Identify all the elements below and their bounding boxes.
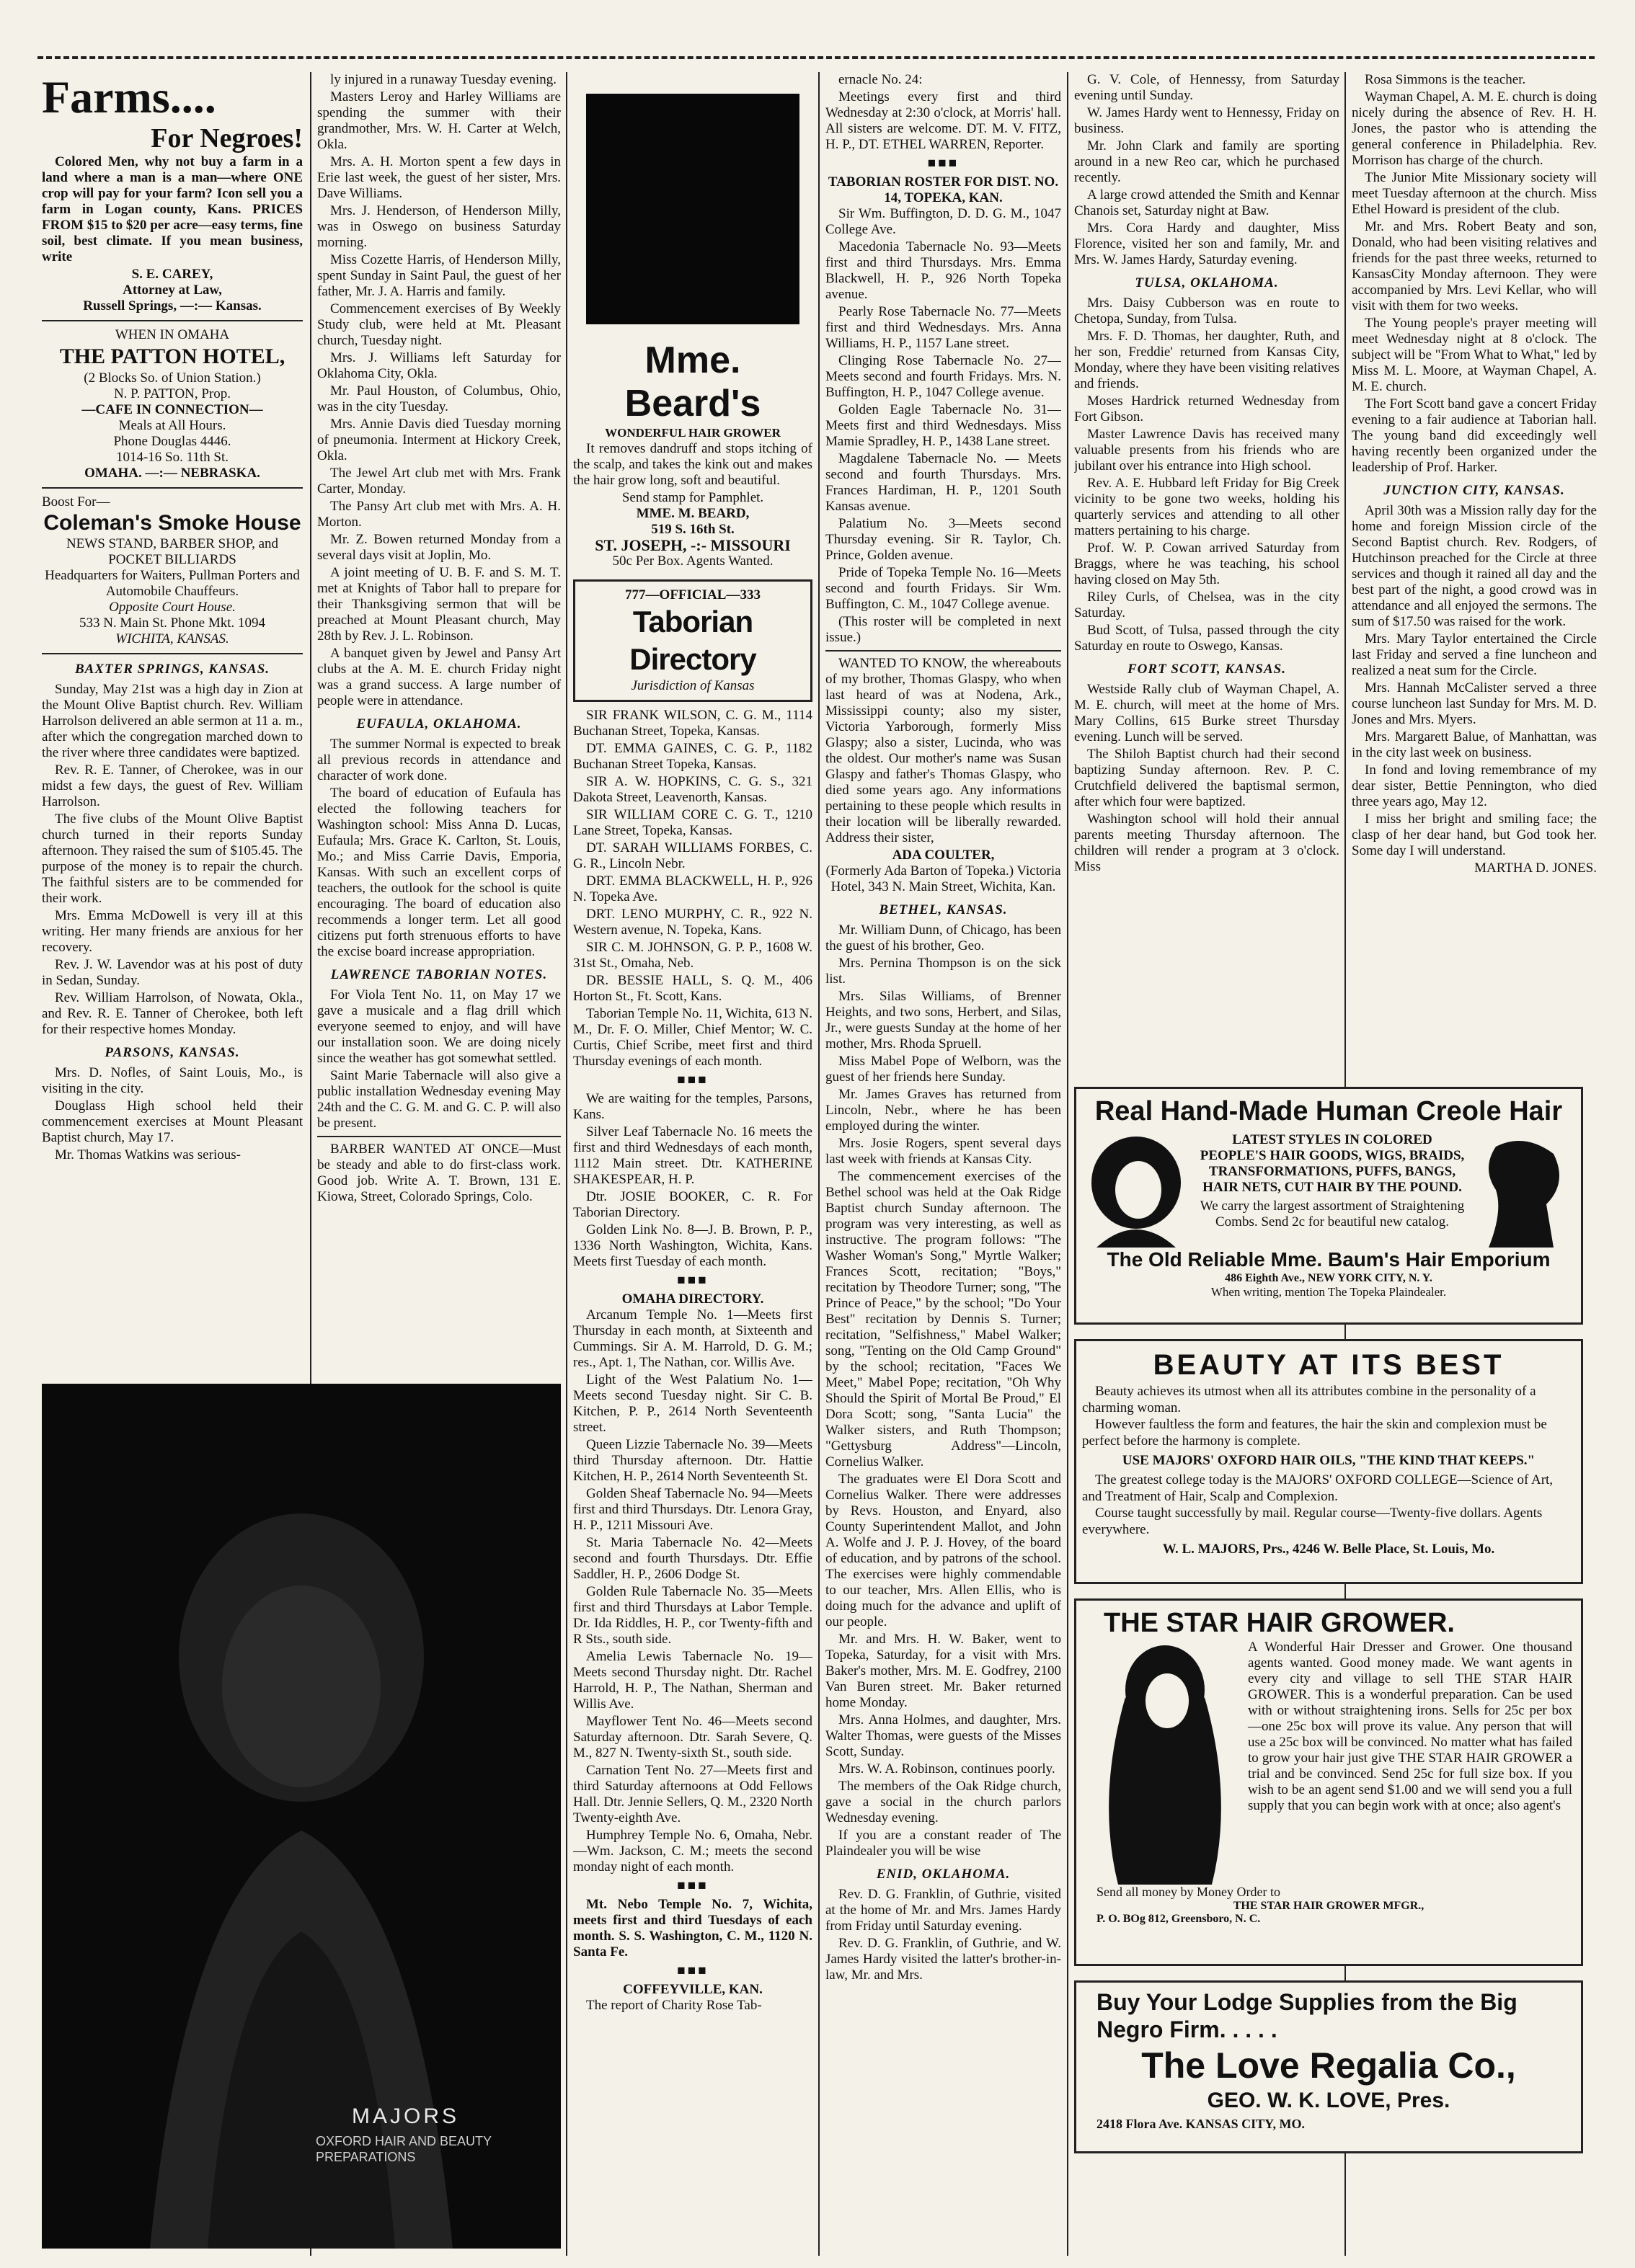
list-item: DT. EMMA GAINES, C. G. P., 1182 Buchanan Street Topeka, Kansas. (573, 741, 812, 772)
article-paragraph: Rev. J. W. Lavendor was at his post of duty in Sedan, Sunday. (42, 957, 303, 988)
beard-text: It removes dandruff and stops itching of the scalp, and takes the kink out and makes the hair grow long, soft and beautiful. (573, 441, 812, 488)
portrait-image (42, 1384, 561, 2249)
patton-line: OMAHA. —:— NEBRASKA. (84, 466, 260, 481)
star-title: THE STAR HAIR GROWER. (1104, 1608, 1455, 1638)
coleman-pre: Boost For— (42, 494, 110, 510)
creole-firm: The Old Reliable Mme. Baum's Hair Emporium (1107, 1248, 1551, 1271)
coleman-ad (42, 494, 303, 647)
beard-line: MME. M. BEARD, (636, 506, 750, 521)
woman-profile-icon (1474, 1132, 1575, 1248)
list-item: Mrs. Josie Rogers, spent several days last week with friends at Kansas City. (825, 1136, 1061, 1167)
separator-stars: ■■■ (677, 1072, 709, 1088)
list-item: The Shiloh Baptist church had their second baptizing Sunday afternoon. Rev. P. C. Crutchfield delivered the baptismal sermon, after which four were baptized. (1074, 747, 1339, 809)
article-paragraph: Silver Leaf Tabernacle No. 16 meets the first and third Wednesdays of each month, 1112 Main street. Dtr. KATHERINE SHAKESPEAR, H. P. (573, 1124, 812, 1187)
bethel-list (825, 922, 1061, 1859)
article-paragraph: The Jewel Art club met with Mrs. Frank Carter, Monday. (317, 466, 561, 497)
list-item: Mrs. Hannah McCalister served a three course luncheon last Sunday for Mrs. M. D. Jones and Mrs. Myers. (1352, 680, 1597, 727)
section-heading: EUFAULA, OKLAHOMA. (356, 716, 522, 731)
list-item: Washington school will hold their annual parents meeting Thursday afternoon. The children will render a program at 3 o'clock. Miss (1074, 811, 1339, 874)
farms-text: Colored Men, why not buy a farm in a land where a man is a man—where ONE crop will pay for your farm? Icon sell you a farm in Logan county, Kans. PRICES FROM $15 to $20 per acre—easy terms, fine soil, best climate. If you mean business, write (42, 154, 303, 264)
farms-name: S. E. CAREY, (131, 267, 213, 282)
article-paragraph: Dtr. JOSIE BOOKER, C. R. For Taborian Directory. (573, 1189, 812, 1220)
junction-list (1352, 503, 1597, 859)
star-text: A Wonderful Hair Dresser and Grower. One thousand agents wanted. Good money made. We want agents in every city and village to sell THE STAR HAIR GROWER. This is a wonderful preparation. Can be used with or without straightening irons. Sells for 25c per box—one 25c box will prove its value. Any person that will use a 25c box will be convinced. No matter what has failed to grow your hair just give THE STAR HAIR GROWER a trial and be convinced. Send 25c for full size box. If you wish to be an agent send $1.00 and we will send you a full supply that you can begin work with at once; also agent's (1248, 1640, 1572, 1813)
photo-caption-sub: OXFORD HAIR AND BEAUTY PREPARATIONS (316, 2134, 492, 2164)
star-firm: THE STAR HAIR GROWER MFGR., (1233, 1900, 1424, 1912)
barber-wanted-ad: BARBER WANTED AT ONCE—Must be steady and able to do first-class work. Good job. Write A. T. Brown, 131 E. Kiowa, Street, Colorado Springs, Colo. (317, 1142, 561, 1204)
list-item: Mrs. F. D. Thomas, her daughter, Ruth, and her son, Freddie' returned from Kansas City, Monday, where they have been visiting relatives and friends. (1074, 329, 1339, 391)
creole-address: 486 Eighth Ave., NEW YORK CITY, N. Y. (1225, 1272, 1432, 1284)
article-paragraph: W. James Hardy went to Hennessy, Friday on business. (1074, 105, 1339, 136)
article-paragraph: G. V. Cole, of Hennessy, from Saturday evening until Sunday. (1074, 72, 1339, 103)
taborian-directory-box (573, 579, 812, 702)
black-image-block (586, 94, 799, 324)
article-paragraph: Mt. Nebo Temple No. 7, Wichita, meets first and third Tuesdays of each month. S. S. Washington, C. M., 1120 N. Santa Fe. (573, 1897, 812, 1960)
list-item: Amelia Lewis Tabernacle No. 19—Meets second Thursday night. Dtr. Rachel Harrold, H. P., The Nathan, Sherman and Willis Ave. (573, 1649, 812, 1712)
section-heading: PARSONS, KANSAS. (105, 1045, 240, 1060)
wanted-name: ADA COULTER, (892, 848, 995, 863)
column-4 (825, 72, 1061, 2256)
list-item: Sir Wm. Buffington, D. D. G. M., 1047 College Ave. (825, 206, 1061, 237)
list-item: April 30th was a Mission rally day for the home and foreign Mission circle of the Second Baptist church. Rev. Rodgers, of Hutchinson preached for the Circle at three services and though it rained all day and the best part of the night, a good crowd was in attendance and all enjoyed the sermons. The sum of $17.50 was raised for the work. (1352, 503, 1597, 629)
article-paragraph: Wayman Chapel, A. M. E. church is doing nicely during the absence of Rev. H. H. Jones, the pastor who is attending the general conference in Philadelphia. Rev. Morrison has charge of the church. (1352, 89, 1597, 168)
beauty-text: However faultless the form and features, the hair the skin and complexion must be perfect before the harmony is complete. (1082, 1417, 1547, 1449)
list-item: Master Lawrence Davis has received many valuable presents from his friends who are jubilant over his entrance into High school. (1074, 427, 1339, 473)
section-heading: LAWRENCE TABORIAN NOTES. (330, 967, 548, 982)
coleman-title: Coleman's Smoke House (43, 511, 301, 535)
list-item: SIR A. W. HOPKINS, C. G. S., 321 Dakota Street, Leavenorth, Kansas. (573, 774, 812, 805)
directory-top: 777—OFFICIAL—333 (625, 587, 761, 602)
star-money: Send all money by Money Order to (1096, 1885, 1280, 1899)
list-item: I miss her bright and smiling face; the clasp of her dear hand, but God took her. Some day I will understand. (1352, 811, 1597, 858)
article-paragraph: Mrs. D. Nofles, of Saint Louis, Mo., is visiting in the city. (42, 1065, 303, 1096)
list-item: Rev. D. G. Franklin, of Guthrie, and W. James Hardy visited the latter's brother-in-law, Mr. and Mrs. (825, 1936, 1061, 1983)
list-item: The commencement exercises of the Bethel school was held at the Oak Ridge Baptist church Sunday afternoon. The program was very interesting, as well as instructive. The program follows: "The Washer Woman's Song," Myrtle Walker; Frances Scott, recitation; "Boys," recitation by Theodore Turner; song, "The Prince of Peace," by the school; "Do Your Best" recitation by Dennis S. Turner; recitation, "Selfishness," Mabel Walker; song, "Tenting on the Old Camp Ground" by the school; recitation, "Faces We Meet," Mabel Pope; recitation, "Oh Why Should the Spirit of Mortal Be Proud," El Dora Scott; song, "Santa Lucia" the Walker sisters, and Ruth Thompson; "Gettysburg Address"—Lincoln, Cornelius Walker. (825, 1169, 1061, 1469)
list-item: Bud Scott, of Tulsa, passed through the city Saturday en route to Oswego, Kansas. (1074, 623, 1339, 654)
list-item: Mrs. Daisy Cubberson was en route to Chetopa, Sunday, from Tulsa. (1074, 295, 1339, 326)
article-paragraph: The Young people's prayer meeting will meet Wednesday night at 8 o'clock. The subject will be "From What to What," led by Miss M. L. Moore, at Wayman Chapel, A. M. E. church. (1352, 316, 1597, 394)
article-paragraph: Mr. Paul Houston, of Columbus, Ohio, was in the city Tuesday. (317, 383, 561, 414)
article-paragraph: Commencement exercises of By Weekly Study club, were held at Mt. Pleasant church, Tuesday night. (317, 301, 561, 348)
list-item: St. Maria Tabernacle No. 42—Meets second and fourth Thursdays. Dtr. Effie Saddler, H. P., 2606 Dodge St. (573, 1535, 812, 1582)
list-item: SIR WILLIAM CORE C. G. T., 1210 Lane Street, Topeka, Kansas. (573, 807, 812, 838)
column-divider (818, 72, 820, 2256)
article-paragraph: Saint Marie Tabernacle will also give a public installation Wednesday evening May 24th and the C. G. M. and G. C. P. will also be present. (317, 1068, 561, 1131)
regalia-president: GEO. W. K. LOVE, Pres. (1207, 2089, 1450, 2112)
article-paragraph: Rev. William Harrolson, of Nowata, Okla., and Rev. R. E. Tanner of Cherokee, both left for their respective homes Monday. (42, 990, 303, 1037)
beard-subtitle: WONDERFUL HAIR GROWER (605, 426, 781, 440)
beard-line: 50c Per Box. Agents Wanted. (612, 553, 774, 569)
separator-stars: ■■■ (677, 1963, 709, 1978)
majors-beauty-ad (1074, 1339, 1583, 1584)
beauty-text: The greatest college today is the MAJORS' OXFORD COLLEGE—Science of Art, and Treatment of Hair, Scalp and Complexion. (1082, 1472, 1554, 1504)
directory-subtitle: Jurisdiction of Kansas (631, 678, 755, 693)
list-item: DRT. LENO MURPHY, C. R., 922 N. Western avenue, N. Topeka, Kans. (573, 907, 812, 938)
patton-hotel-ad (42, 327, 303, 481)
coleman-line: 533 N. Main St. Phone Mkt. 1094 (79, 615, 266, 631)
article-paragraph: The five clubs of the Mount Olive Baptist church turned in their reports Sunday afternoon. They raised the sum of $105.45. The purpose of the money is to repair the church. The faithful sisters are to be commended for their work. (42, 811, 303, 906)
patton-pre: WHEN IN OMAHA (115, 327, 230, 342)
woman-silhouette-icon (1082, 1132, 1190, 1248)
list-item: Rev. D. G. Franklin, of Guthrie, visited at the home of Mr. and Mrs. James Hardy from Friday until Saturday evening. (825, 1887, 1061, 1934)
section-heading: TULSA, OKLAHOMA. (1135, 275, 1279, 290)
list-item: Riley Curls, of Chelsea, was in the city Saturday. (1074, 590, 1339, 621)
column-5 (1074, 72, 1339, 1074)
section-heading: TABORIAN ROSTER FOR DIST. NO. 14, TOPEKA, KAN. (828, 174, 1059, 205)
beauty-firm: W. L. MAJORS, Prs., 4246 W. Belle Place, St. Louis, Mo. (1162, 1542, 1495, 1557)
beard-line: Send stamp for Pamphlet. (621, 490, 764, 505)
list-item: In fond and loving remembrance of my dear sister, Bettie Pennington, who died three years ago, May 12. (1352, 762, 1597, 809)
article-paragraph: Rosa Simmons is the teacher. (1365, 72, 1526, 87)
list-item: Rev. A. E. Hubbard left Friday for Big Creek vicinity to be gone two weeks, holding his quarterly services and attending to all other matters pertaining to his charge. (1074, 476, 1339, 538)
article-paragraph: Mrs. A. H. Morton spent a few days in Erie last week, the guest of her sister, Mrs. Dave Williams. (317, 154, 561, 201)
article-paragraph: A large crowd attended the Smith and Kennar Chanois set, Saturday night at Baw. (1074, 187, 1339, 218)
long-hair-woman-icon (1082, 1640, 1248, 1885)
fortscott-list (1074, 682, 1339, 875)
top-rule (37, 56, 1595, 59)
beard-line: 519 S. 16th St. (651, 522, 735, 537)
article-paragraph: The report of Charity Rose Tab- (586, 1998, 762, 2013)
list-item: Light of the West Palatium No. 1—Meets second Tuesday night. Sir C. B. Kitchen, P. P., 2614 North Seventeenth street. (573, 1372, 812, 1435)
list-item: The members of the Oak Ridge church, gave a social in the church parlors Wednesday evening. (825, 1779, 1061, 1825)
article-paragraph: A joint meeting of U. B. F. and S. M. T. met at Knights of Tabor hall to prepare for their Thanksgiving sermon that will be preached at Mount Pleasant church, May 28th by Rev. J. L. Robinson. (317, 565, 561, 644)
patton-line: (2 Blocks So. of Union Station.) (84, 370, 261, 386)
article-paragraph: Mr. John Clark and family are sporting around in a new Reo car, which he purchased recently. (1074, 138, 1339, 185)
article-paragraph: ly injured in a runaway Tuesday evening. (330, 72, 557, 87)
list-item: DR. BESSIE HALL, S. Q. M., 406 Horton St., Ft. Scott, Kans. (573, 973, 812, 1004)
officers-list (573, 708, 812, 1005)
farms-title: Farms.... (42, 72, 216, 123)
majors-photo-ad (42, 1384, 561, 2249)
article-paragraph: Mrs. Cora Hardy and daughter, Miss Florence, visited her son and family, Mr. and Mrs. W. James Hardy, Saturday evening. (1074, 221, 1339, 267)
farms-address: Russell Springs, —:— Kansas. (83, 298, 262, 313)
omaha-list (573, 1307, 812, 1875)
list-item: The graduates were El Dora Scott and Cornelius Walker. There were addresses by Revs. Houston, and Enyard, also County Superintendent Mallot, and John A. Wolfe and J. P. J. Hovey, of the board of education, and by patrons of the school. The exercises were highly commendable to our teacher, Mrs. Allen Ellis, who is doing much for the advance and uplift of our people. (825, 1472, 1061, 1629)
column-divider (1067, 72, 1068, 2256)
article-paragraph: Masters Leroy and Harley Williams are spending the summer with their grandmother, Mrs. W. H. Carter at Welch, Okla. (317, 89, 561, 152)
list-item: Clinging Rose Tabernacle No. 27—Meets second and fourth Fridays. Mrs. N. Buffington, H. P., 1047 College avenue. (825, 353, 1061, 400)
beauty-text: Beauty achieves its utmost when all its attributes combine in the personality of a charming woman. (1082, 1384, 1536, 1415)
wanted-address: (Formerly Ada Barton of Topeka.) Victoria Hotel, 343 N. Main Street, Wichita, Kan. (825, 863, 1061, 894)
list-item: Palatium No. 3—Meets second Thursday evening. Sir R. Taylor, Ch. Prince, Golden avenue. (825, 516, 1061, 563)
section-heading: BAXTER SPRINGS, KANSAS. (74, 662, 270, 677)
article-paragraph: ernacle No. 24: (838, 72, 923, 87)
farms-ad (42, 72, 303, 314)
article-paragraph: Taborian Temple No. 11, Wichita, 613 N. M., Dr. F. O. Miller, Chief Mentor; W. C. Curtis, Chief Scribe, meet first and third Thursday evenings of each month. (573, 1006, 812, 1069)
article-paragraph: Mrs. Annie Davis died Tuesday morning of pneumonia. Interment at Hickory Creek, Okla. (317, 417, 561, 463)
patton-line: Phone Douglas 4446. (113, 434, 231, 449)
list-item: Macedonia Tabernacle No. 93—Meets first and third Thursdays. Mrs. Emma Blackwell, H. P., 926 North Topeka avenue. (825, 239, 1061, 302)
article-paragraph: Mr. Z. Bowen returned Monday from a several days visit at Joplin, Mo. (317, 532, 561, 563)
list-item: Mrs. Anna Holmes, and daughter, Mrs. Walter Thomas, were guests of the Misses Scott, Sunday. (825, 1712, 1061, 1759)
coleman-line: Headquarters for Waiters, Pullman Porters and Automobile Chauffeurs. (45, 568, 300, 599)
list-item: (This roster will be completed in next issue.) (825, 614, 1061, 645)
article-paragraph: Rev. R. E. Tanner, of Cherokee, was in our midst a few days, the guest of Rev. William Harrolson. (42, 762, 303, 809)
tulsa-list (1074, 295, 1339, 654)
list-item: DRT. EMMA BLACKWELL, H. P., 926 N. Topeka Ave. (573, 873, 812, 904)
list-item: Arcanum Temple No. 1—Meets first Thursday in each month, at Sixteenth and Cummings. Sir A. M. Harrold, D. G. M.; res., Apt. 1, The Nathan, cor. Willis Ave. (573, 1307, 812, 1370)
section-heading: COFFEYVILLE, KAN. (623, 1982, 763, 1997)
article-paragraph: The Junior Mite Missionary society will meet Tuesday afternoon at the church. Miss Ethel Howard is president of the club. (1352, 170, 1597, 217)
list-item: Westside Rally club of Wayman Chapel, A. M. E. church, will meet at the home of Mrs. Mary Collins, 615 Burke street Thursday evening. Lunch will be served. (1074, 682, 1339, 744)
column-6 (1352, 72, 1597, 1074)
list-item: Queen Lizzie Tabernacle No. 39—Meets third Thursday afternoon. Dtr. Hattie Kitchen, H. P., 2614 North Seventeenth St. (573, 1437, 812, 1484)
list-item: Mr. and Mrs. H. W. Baker, went to Topeka, Saturday, for a visit with Mrs. Baker's mother, Mrs. M. E. Godfrey, 2100 Van Buren street. Mr. Baker returned home Monday. (825, 1632, 1061, 1710)
star-address: P. O. BOg 812, Greensboro, N. C. (1096, 1913, 1261, 1925)
section-heading: BETHEL, KANSAS. (879, 902, 1008, 917)
beauty-text: Course taught successfully by mail. Regular course—Twenty-five dollars. Agents everywhere. (1082, 1506, 1543, 1537)
list-item: Humphrey Temple No. 6, Omaha, Nebr.—Wm. Jackson, C. M.; meets the second monday night of each month. (573, 1828, 812, 1875)
coleman-line: NEWS STAND, BARBER SHOP, and POCKET BILLIARDS (66, 536, 279, 567)
article-paragraph: Golden Link No. 8—J. B. Brown, P. P., 1336 North Washington, Wichita, Kans. Meets first Tuesday of each month. (573, 1222, 812, 1269)
section-heading: OMAHA DIRECTORY. (621, 1291, 764, 1307)
list-item: Magdalene Tabernacle No. — Meets second and fourth Thursdays. Mrs. Frances Hardiman, H. P., 1201 South Kansas avenue. (825, 451, 1061, 514)
article-paragraph: Mrs. Emma McDowell is very ill at this writing. Her many friends are anxious for her recovery. (42, 908, 303, 955)
photo-caption: MAJORS (352, 2104, 460, 2128)
directory-title: Taborian Directory (629, 605, 756, 676)
section-heading: JUNCTION CITY, KANSAS. (1383, 483, 1565, 498)
farms-subtitle: For Negroes! (151, 123, 303, 154)
creole-text: LATEST STYLES IN COLORED PEOPLE'S HAIR GOODS, WIGS, BRAIDS, TRANSFORMATIONS, PUFFS, BANGS, HAIR NETS, CUT HAIR BY THE POUND. (1200, 1132, 1465, 1195)
article-paragraph: Mrs. J. Williams left Saturday for Oklahoma City, Okla. (317, 350, 561, 381)
beard-line: ST. JOSEPH, -:- MISSOURI (595, 536, 791, 554)
farms-role: Attorney at Law, (123, 283, 222, 298)
list-item: Golden Rule Tabernacle No. 35—Meets first and third Thursdays at Labor Temple. Dr. Ida Riddles, H. P., cor Twenty-fifth and R Sts., south side. (573, 1584, 812, 1647)
article-paragraph: Mrs. J. Henderson, of Henderson Milly, was in Oswego on business Saturday morning. (317, 203, 561, 250)
love-regalia-ad (1074, 1980, 1583, 2153)
article-paragraph: The board of education of Eufaula has elected the following teachers for Washington school: Miss Anna D. Lucas, Eufaula; Mrs. Grace K. Carlton, St. Louis, Mo.; and Miss Carrie Davis, Emporia, Kansas. With such an excellent corps of teachers, the outlook for the school is quite encouraging. The board of education also recommends a longer term. Let all good citizens put forth strenuous efforts to have the excise board increase appropriation. (317, 786, 561, 959)
article-paragraph: For Viola Tent No. 11, on May 17 we gave a musicale and a flag drill which everyone seemed to enjoy, and will have our installation soon. We are doing nicely since the weather has got somewhat settled. (317, 987, 561, 1066)
roster-list (825, 206, 1061, 646)
list-item: Mr. William Dunn, of Chicago, has been the guest of his brother, Geo. (825, 922, 1061, 953)
patton-line: 1014-16 So. 11th St. (115, 450, 229, 465)
list-item: Pride of Topeka Temple No. 16—Meets second and fourth Fridays. Sir Wm. Buffington, C. M., 1047 College avenue. (825, 565, 1061, 612)
column-2 (317, 72, 561, 1377)
list-item: Mrs. W. A. Robinson, continues poorly. (838, 1761, 1055, 1776)
list-item: Carnation Tent No. 27—Meets first and third Saturday afternoons at Odd Fellows Hall. Dtr. Jennie Sellers, Q. M., 2320 North Twenty-eighth Ave. (573, 1763, 812, 1825)
patton-line: Meals at All Hours. (118, 418, 226, 433)
list-item: SIR C. M. JOHNSON, G. P. P., 1608 W. 31st St., Omaha, Neb. (573, 940, 812, 971)
list-item: SIR FRANK WILSON, C. G. M., 1114 Buchanan Street, Topeka, Kansas. (573, 708, 812, 739)
article-paragraph: We are waiting for the temples, Parsons, Kans. (573, 1091, 812, 1122)
separator-stars: ■■■ (677, 1273, 709, 1288)
article-paragraph: Mr. Thomas Watkins was serious- (55, 1147, 241, 1162)
article-paragraph: Douglass High school held their commencement exercises at Mount Pleasant Baptist church, May 17. (42, 1098, 303, 1145)
list-item: If you are a constant reader of The Plaindealer you will be wise (825, 1828, 1061, 1859)
list-item: Golden Sheaf Tabernacle No. 94—Meets first and third Thursdays. Dtr. Lenora Gray, H. P., 1211 Missouri Ave. (573, 1486, 812, 1533)
wanted-notice: WANTED TO KNOW, the whereabouts of my brother, Thomas Glaspy, who when last heard of was at Nodena, Ark., Mississippi county; also my sister, Victoria Yarborough, formerly Miss Glaspy; also a sister, Lucinda, who was the oldest. Our mother's name was Susan Glaspy and father's Thomas Glaspy, who died some years ago. Any informations pertaining to these people which results in their location will be liberally rewarded. Address their sister, (825, 656, 1061, 845)
creole-note: When writing, mention The Topeka Plaindealer. (1210, 1285, 1447, 1299)
beauty-title: BEAUTY AT ITS BEST (1153, 1349, 1505, 1381)
list-item: Mrs. Silas Williams, of Brenner Heights, and two sons, Herbert, and Silas, Jr., were guests Sunday at the home of her mother, Mrs. Rhoda Spruell. (825, 989, 1061, 1051)
beard-title: Mme. Beard's (624, 339, 761, 424)
separator-stars: ■■■ (927, 156, 960, 171)
article-paragraph: The summer Normal is expected to break all previous records in attendance and character of work done. (317, 737, 561, 783)
patton-line: N. P. PATTON, Prop. (113, 386, 231, 401)
regalia-address: 2418 Flora Ave. KANSAS CITY, MO. (1096, 2117, 1306, 2131)
signature: MARTHA D. JONES. (1474, 860, 1597, 876)
beauty-use: USE MAJORS' OXFORD HAIR OILS, "THE KIND THAT KEEPS." (1122, 1453, 1536, 1468)
enid-list (825, 1887, 1061, 1983)
list-item: Pearly Rose Tabernacle No. 77—Meets first and third Wednesdays. Mrs. Anna Williams, H. P., 1157 Lane street. (825, 304, 1061, 351)
regalia-text: Buy Your Lodge Supplies from the Big Negro Firm. . . . . (1096, 1989, 1517, 2042)
creole-title: Real Hand-Made Human Creole Hair (1094, 1096, 1563, 1126)
coleman-line: WICHITA, KANSAS. (115, 631, 229, 646)
list-item: Mrs. Margarett Balue, of Manhattan, was in the city last week on business. (1352, 729, 1597, 760)
star-hair-grower-ad (1074, 1598, 1583, 1966)
regalia-title: The Love Regalia Co., (1141, 2045, 1516, 2086)
article-paragraph: The Pansy Art club met with Mrs. A. H. Morton. (317, 499, 561, 530)
article-paragraph: Mr. and Mrs. Robert Beaty and son, Donald, who had been visiting relatives and friends for the past three weeks, returned to KansasCity Monday afternoon. They were accompanied by Mrs. Levi Kellar, who will visit with them for two weeks. (1352, 219, 1597, 313)
separator-stars: ■■■ (677, 1878, 709, 1893)
list-item: Mr. James Graves has returned from Lincoln, Nebr., where he has been employed during the winter. (825, 1087, 1061, 1134)
column-3 (573, 72, 812, 2256)
section-heading: FORT SCOTT, KANSAS. (1127, 662, 1286, 677)
section-heading: ENID, OKLAHOMA. (876, 1867, 1011, 1882)
list-item: Mayflower Tent No. 46—Meets second Saturday afternoon. Dtr. Sarah Severe, Q. M., 827 N. Twenty-sixth St., south side. (573, 1714, 812, 1761)
list-item: Golden Eagle Tabernacle No. 31—Meets first and third Wednesdays. Miss Mamie Spradley, H. P., 1438 Lane street. (825, 402, 1061, 449)
article-paragraph: A banquet given by Jewel and Pansy Art clubs at the A. M. E. church Friday night was a grand success. A large number of people were in attendance. (317, 646, 561, 708)
creole-hair-ad (1074, 1087, 1583, 1325)
column-divider (566, 72, 567, 2256)
creole-text2: We carry the largest assortment of Straightening Combs. Send 2c for beautiful new catalog. (1200, 1199, 1465, 1229)
list-item: Mrs. Pernina Thompson is on the sick list. (825, 956, 1061, 987)
article-paragraph: Sunday, May 21st was a high day in Zion at the Mount Olive Baptist church. Rev. William Harrolson delivered an able sermon at 11 a. m., after which the congregation marched down to the river where three candidates were baptized. (42, 682, 303, 760)
list-item: Moses Hardrick returned Wednesday from Fort Gibson. (1074, 393, 1339, 424)
patton-line: —CAFE IN CONNECTION— (81, 402, 263, 417)
article-paragraph: Meetings every first and third Wednesday at 2:30 o'clock, at Morris' hall. All sisters are welcome. DT. M. V. FITZ, H. P., DT. ETHEL WARREN, Reporter. (825, 89, 1061, 152)
list-item: Miss Mabel Pope of Welborn, was the guest of her friends here Sunday. (825, 1054, 1061, 1085)
list-item: DT. SARAH WILLIAMS FORBES, C. G. R., Lincoln Nebr. (573, 840, 812, 871)
article-paragraph: Miss Cozette Harris, of Henderson Milly, spent Sunday in Saint Paul, the guest of her father, Mr. J. A. Harris and family. (317, 252, 561, 299)
list-item: Mrs. Mary Taylor entertained the Circle last Friday and served a fine luncheon and realized a neat sum for the Circle. (1352, 631, 1597, 678)
coleman-line: Opposite Court House. (109, 600, 236, 615)
list-item: Prof. W. P. Cowan arrived Saturday from Braggs, where he was teaching, his school having closed on May 5th. (1074, 541, 1339, 587)
patton-title: THE PATTON HOTEL, (59, 344, 285, 368)
article-paragraph: The Fort Scott band gave a concert Friday evening to a fair audience at Taborian hall. The young band did exceedingly well having recently been organized under the leadership of Prof. Harker. (1352, 396, 1597, 475)
